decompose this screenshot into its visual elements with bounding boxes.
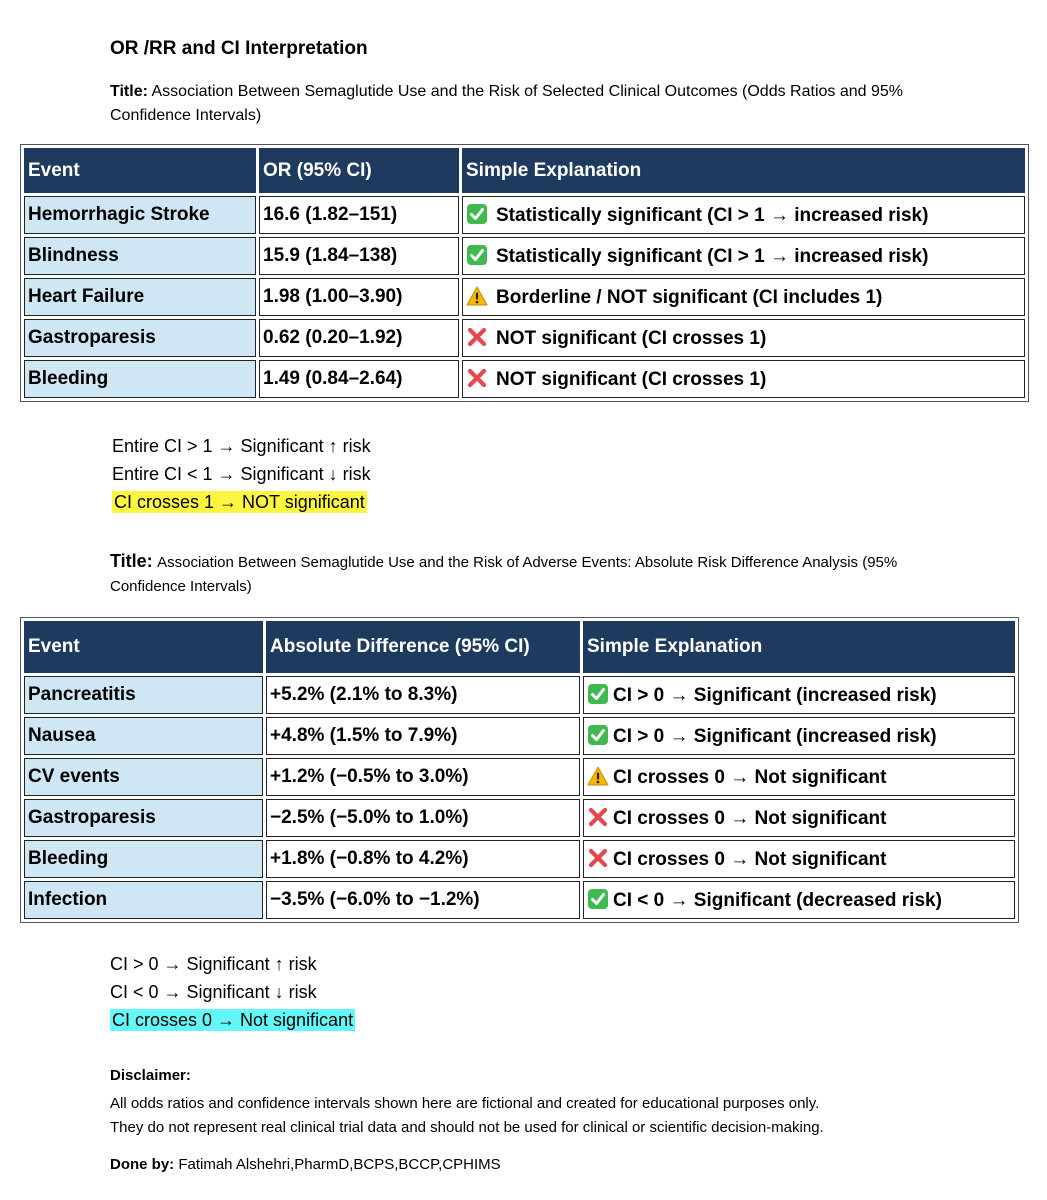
check-icon bbox=[587, 724, 609, 746]
event-cell: Heart Failure bbox=[24, 278, 256, 316]
table-row bbox=[24, 319, 1025, 357]
warning-icon bbox=[587, 765, 609, 787]
table-row bbox=[24, 799, 1015, 837]
header-event: Event bbox=[24, 148, 256, 193]
explanation-cell bbox=[462, 360, 1025, 398]
rule-line: CI > 0 → Significant ↑ risk bbox=[110, 954, 317, 974]
explanation-text: Borderline / NOT significant (CI includes 1) bbox=[496, 287, 883, 308]
value-cell: 1.49 (0.84–2.64) bbox=[259, 360, 459, 398]
disclaimer-line: They do not represent real clinical trial data and should not be used for clinical or scientific decision-making. bbox=[110, 1119, 824, 1136]
event-cell: Blindness bbox=[24, 237, 256, 275]
explanation-text: CI crosses 0 → Not significant bbox=[613, 767, 887, 788]
event-cell: Hemorrhagic Stroke bbox=[24, 196, 256, 234]
value-cell: 1.98 (1.00–3.90) bbox=[259, 278, 459, 316]
check-icon bbox=[466, 203, 488, 225]
header-explanation: Simple Explanation bbox=[583, 621, 1015, 673]
value-cell: 16.6 (1.82–151) bbox=[259, 196, 459, 234]
check-icon bbox=[587, 683, 609, 705]
explanation-text: CI crosses 0 → Not significant bbox=[613, 808, 887, 829]
cross-icon bbox=[466, 326, 488, 348]
explanation-text: NOT significant (CI crosses 1) bbox=[496, 328, 767, 349]
cross-icon bbox=[587, 847, 609, 869]
table1-title-text: Association Between Semaglutide Use and the Risk of Selected Clinical Outcomes (Odds Ratios and 95% Confidence Intervals) bbox=[110, 83, 903, 124]
odds-ratio-table bbox=[20, 144, 1029, 402]
highlighted-rule: CI crosses 1 → NOT significant bbox=[114, 492, 365, 512]
highlighted-rule: CI crosses 0 → Not significant bbox=[112, 1010, 354, 1030]
event-cell: Gastroparesis bbox=[24, 319, 256, 357]
explanation-text: Statistically significant (CI > 1 → increased risk) bbox=[496, 205, 929, 226]
table-row bbox=[24, 758, 1015, 796]
value-cell: +1.2% (−0.5% to 3.0%) bbox=[266, 758, 580, 796]
explanation-cell bbox=[583, 758, 1015, 796]
or-interpretation-rules bbox=[112, 432, 371, 516]
check-icon bbox=[587, 888, 609, 910]
disclaimer-label: Disclaimer: bbox=[110, 1067, 191, 1084]
rule-line: CI < 0 → Significant ↓ risk bbox=[110, 982, 317, 1002]
explanation-cell bbox=[583, 717, 1015, 755]
event-cell: Bleeding bbox=[24, 840, 263, 878]
value-cell: −2.5% (−5.0% to 1.0%) bbox=[266, 799, 580, 837]
rule-line: Entire CI > 1 → Significant ↑ risk bbox=[112, 436, 371, 456]
table-row bbox=[24, 676, 1015, 714]
explanation-text: Statistically significant (CI > 1 → increased risk) bbox=[496, 246, 929, 267]
event-cell: Gastroparesis bbox=[24, 799, 263, 837]
header-explanation: Simple Explanation bbox=[462, 148, 1025, 193]
explanation-text: CI > 0 → Significant (increased risk) bbox=[613, 726, 937, 747]
cross-icon bbox=[466, 367, 488, 389]
event-cell: CV events bbox=[24, 758, 263, 796]
table-row bbox=[24, 840, 1015, 878]
event-cell: Infection bbox=[24, 881, 263, 919]
event-cell: Pancreatitis bbox=[24, 676, 263, 714]
value-cell: 15.9 (1.84–138) bbox=[259, 237, 459, 275]
explanation-cell bbox=[462, 237, 1025, 275]
table-row bbox=[24, 237, 1025, 275]
table-row bbox=[24, 278, 1025, 316]
value-cell: +5.2% (2.1% to 8.3%) bbox=[266, 676, 580, 714]
table2-title-label: Title: bbox=[110, 551, 153, 571]
page-heading: OR /RR and CI Interpretation bbox=[110, 38, 368, 59]
table-row bbox=[24, 717, 1015, 755]
value-cell: +4.8% (1.5% to 7.9%) bbox=[266, 717, 580, 755]
table-row bbox=[24, 360, 1025, 398]
explanation-cell bbox=[583, 799, 1015, 837]
event-cell: Nausea bbox=[24, 717, 263, 755]
table1-title bbox=[110, 80, 950, 128]
absolute-difference-table bbox=[20, 617, 1019, 923]
credit bbox=[110, 1156, 501, 1173]
table-row bbox=[24, 881, 1015, 919]
header-event: Event bbox=[24, 621, 263, 673]
explanation-cell bbox=[462, 196, 1025, 234]
explanation-cell bbox=[462, 278, 1025, 316]
event-cell: Bleeding bbox=[24, 360, 256, 398]
explanation-cell bbox=[462, 319, 1025, 357]
value-cell: +1.8% (−0.8% to 4.2%) bbox=[266, 840, 580, 878]
header-value: Absolute Difference (95% CI) bbox=[266, 621, 580, 673]
ard-interpretation-rules bbox=[110, 950, 355, 1034]
check-icon bbox=[466, 244, 488, 266]
value-cell: −3.5% (−6.0% to −1.2%) bbox=[266, 881, 580, 919]
disclaimer-text bbox=[110, 1092, 990, 1140]
table2-title-text: Association Between Semaglutide Use and the Risk of Adverse Events: Absolute Risk Difference Analysis (95% Confidence Intervals) bbox=[110, 554, 898, 595]
explanation-cell bbox=[583, 840, 1015, 878]
explanation-text: CI < 0 → Significant (decreased risk) bbox=[613, 890, 942, 911]
disclaimer-line: All odds ratios and confidence intervals shown here are fictional and created for educational purposes only. bbox=[110, 1095, 820, 1112]
table-row bbox=[24, 196, 1025, 234]
header-value: OR (95% CI) bbox=[259, 148, 459, 193]
cross-icon bbox=[587, 806, 609, 828]
explanation-text: CI > 0 → Significant (increased risk) bbox=[613, 685, 937, 706]
table1-title-label: Title: bbox=[110, 83, 148, 100]
explanation-cell bbox=[583, 881, 1015, 919]
explanation-text: NOT significant (CI crosses 1) bbox=[496, 369, 767, 390]
rule-line: Entire CI < 1 → Significant ↓ risk bbox=[112, 464, 371, 484]
warning-icon bbox=[466, 285, 488, 307]
credit-label: Done by: bbox=[110, 1156, 175, 1173]
table2-title bbox=[110, 549, 950, 599]
explanation-cell bbox=[583, 676, 1015, 714]
credit-name: Fatimah Alshehri,PharmD,BCPS,BCCP,CPHIMS bbox=[178, 1156, 501, 1173]
explanation-text: CI crosses 0 → Not significant bbox=[613, 849, 887, 870]
value-cell: 0.62 (0.20–1.92) bbox=[259, 319, 459, 357]
